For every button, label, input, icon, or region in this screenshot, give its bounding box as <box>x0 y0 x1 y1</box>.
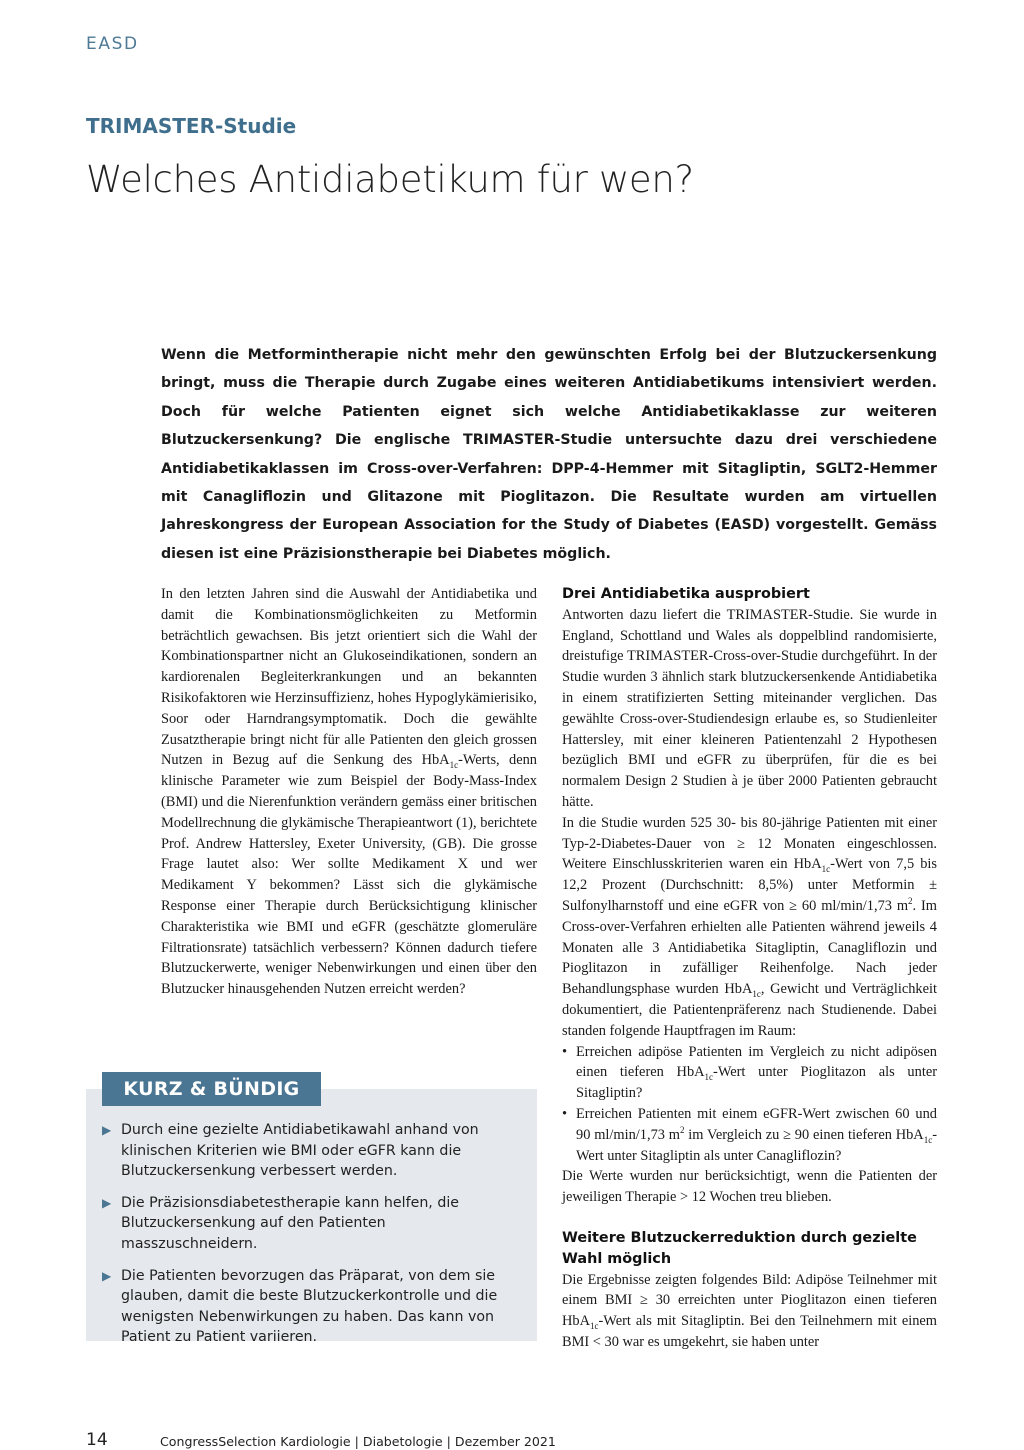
body-paragraph: Die Werte wurden nur berücksichtigt, wenn die Patienten der jeweiligen Therapie > 12 Wochen treu blieben. <box>562 1168 937 1206</box>
summary-list <box>102 1120 522 1359</box>
section-heading: Weitere Blutzuckerreduktion durch gezielte Wahl möglich <box>562 1229 917 1267</box>
article-kicker: TRIMASTER-Studie <box>86 114 297 138</box>
summary-box-label: KURZ & BÜNDIG <box>102 1072 321 1106</box>
triangle-bullet-icon: ▶ <box>102 1195 112 1210</box>
triangle-bullet-icon: ▶ <box>102 1123 112 1137</box>
intro-paragraph: In den letzten Jahren sind die Auswahl der Antidiabetika und damit die Kombinationsmöglichkeiten zu Metformin beträchtlich gewachsen. Bis jetzt orientiert sich die Wahl der Kombinationspartner nicht an Glukoseindikationen, sondern an kardiorenalen Begleiterkrankungen und an bekannten Risikofaktoren wie Herzinsuffizienz, hohes Hypoglykämierisiko, Soor oder Harndrangsymptomatik. Doch die gewählte Zusatztherapie bringt nicht für alle Patienten den gleich grossen Nutzen in Bezug auf die Senkung des HbA$_{1c}$-Werts, denn klinische Parameter wie zum Beispiel der Body-Mass-Index (BMI) und die Nierenfunktion verändern gemäss einer britischen Modellrechnung die glykämische Therapieantwort (1), berichtete Prof. Andrew Hattersley, Exeter University, (GB). Die grosse Frage lautet also: Wer sollte Medikament X und wer Medikament Y bekommen? Lässt sich die glykämische Response einer Therapie durch Berücksichtigung klinischer Charakteristika wie BMI und eGFR (geschätzte glomeruläre Filtrationsrate) tatsächlich verbessern? Können dadurch tiefere Blutzuckerwerte, weniger Nebenwirkungen und einen über den Blutzucker hinausgehenden Nutzen erreicht werden? <box>161 586 537 998</box>
body-paragraph: Die Ergebnisse zeigten folgendes Bild: Adipöse Teilnehmer mit einem BMI ≥ 30 erreichten unter Pioglitazon einen tieferen HbA$_{1c}$-Wert als mit Sitagliptin. Bei den Teilnehmern mit einem BMI < 30 war es umgekehrt, sie haben unter <box>562 1271 937 1350</box>
right-column <box>562 584 937 1353</box>
section-heading: Drei Antidiabetika ausprobiert <box>562 586 810 602</box>
page-number: 14 <box>86 1430 108 1450</box>
bullet-icon: • <box>562 1105 568 1122</box>
body-paragraph: In die Studie wurden 525 30- bis 80-jährige Patienten mit einer Typ-2-Diabetes-Dauer von ≥ 12 Monaten eingeschlossen. Weitere Einschlusskriterien waren ein HbA$_{1c}$-Wert von 7,5 bis 12,2 Prozent (Durchschnitt: 8,5%) unter Metformin ± Sulfonylharnstoff und eine eGFR von ≥ 60 ml/min/1,73 $m^2$. Im Cross-over-Verfahren erhielten alle Patienten während jeweils 4 Monaten alle 3 Antidiabetika Sitagliptin, Canagliflozin und Pioglitazon in zufälliger Reihenfolge. Nach jeder Behandlungsphase wurden HbA$_{1c}$, Gewicht und Verträglichkeit dokumentiert, die Patientenpräferenz nach Studienende. Dabei standen folgende Hauptfragen im Raum: <box>562 814 937 1039</box>
body-paragraph: Antworten dazu liefert die TRIMASTER-Studie. Sie wurde in England, Schottland und Wales als doppelblind randomisierte, dreistufige TRIMASTER-Cross-over-Studie durchgeführt. In der Studie wurden 3 ähnlich stark blutzuckersenkende Antidiabetika in einem stratifizierten Setting miteinander verglichen. Das gewählte Cross-over-Studiendesign erlaube es, so Studienleiter Hattersley, mit einer kleineren Patientenzahl 2 Hypothesen bezüglich BMI und eGFR zu überprüfen, für die es bei normalem Design 2 Studien à je über 2000 Patienten gebraucht hätte. <box>562 606 937 810</box>
list-item: • Erreichen adipöse Patienten im Vergleich zu nicht adipösen einen tieferen HbA$_{1c}$-Wert unter Pioglitazon als unter Sitagliptin? <box>562 1043 937 1102</box>
question-list <box>562 1042 937 1167</box>
summary-item: ▶ Durch eine gezielte Antidiabetikawahl anhand von klinischen Kriterien wie BMI oder eGFR kann die Blutzuckersenkung verbessert werden. <box>102 1122 479 1180</box>
publication-footer: CongressSelection Kardiologie | Diabetologie | Dezember 2021 <box>160 1434 556 1449</box>
article-title: Welches Antidiabetikum für wen? <box>86 158 694 201</box>
summary-item: ▶ Die Patienten bevorzugen das Präparat, von dem sie glauben, damit die beste Blutzuckerkontrolle und die wenigsten Nebenwirkungen zu haben. Das kann von Patient zu Patient variieren. <box>102 1267 498 1346</box>
left-column <box>161 584 537 1000</box>
section-tag: EASD <box>86 34 139 54</box>
lead-paragraph: Wenn die Metformintherapie nicht mehr den gewünschten Erfolg bei der Blutzuckersenkung bringt, muss die Therapie durch Zugabe eines weiteren Antidiabetikums intensiviert werden. Doch für welche Patienten eignet sich welche Antidiabetikaklasse zur weiteren Blutzuckersenkung? Die englische TRIMASTER-Studie untersuchte dazu drei verschiedene Antidiabetikaklassen im Cross-over-Verfahren: DPP-4-Hemmer mit Sitagliptin, SGLT2-Hemmer mit Canagliflozin und Glitazone mit Pioglitazon. Die Resultate wurden am virtuellen Jahreskongress der European Association for the Study of Diabetes (EASD) vorgestellt. Gemäss diesen ist eine Präzisionstherapie bei Diabetes möglich. <box>161 347 937 562</box>
summary-item: ▶ Die Präzisionsdiabetestherapie kann helfen, die Blutzuckersenkung auf den Patienten masszuschneidern. <box>102 1194 460 1252</box>
triangle-bullet-icon: ▶ <box>102 1268 112 1283</box>
list-item: • Erreichen Patienten mit einem eGFR-Wert zwischen 60 und 90 ml/min/1,73 $m^2$ im Vergleich zu ≥ 90 einen tieferen HbA$_{1c}$-Wert unter Sitagliptin als unter Canagliflozin? <box>562 1105 937 1164</box>
bullet-icon: • <box>562 1043 568 1060</box>
